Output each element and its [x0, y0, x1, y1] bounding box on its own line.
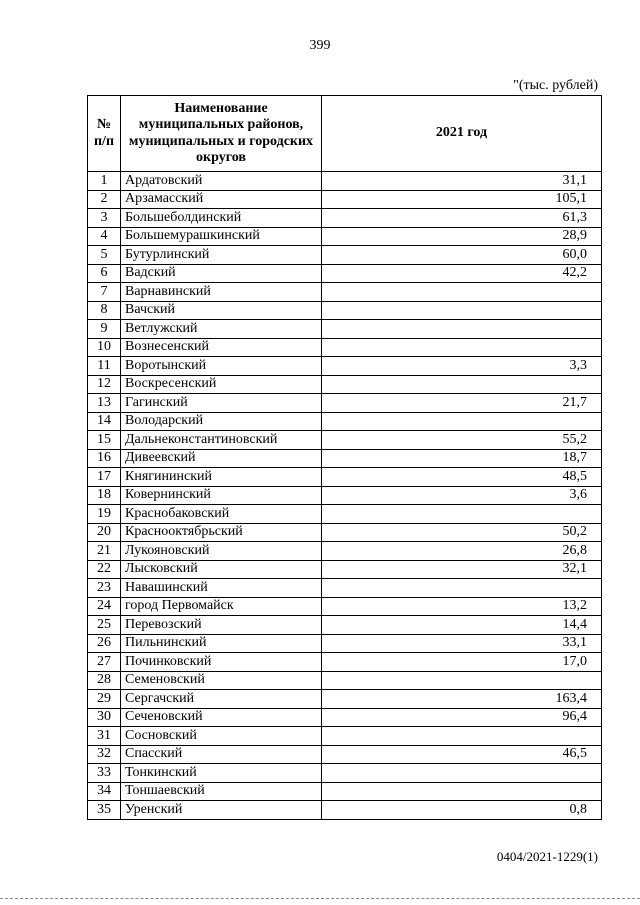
- row-value: 3,6: [322, 486, 602, 505]
- row-value: 50,2: [322, 523, 602, 542]
- units-label: "(тыс. рублей): [513, 78, 598, 93]
- table-row: [88, 653, 602, 672]
- row-name: Сергачский: [121, 690, 322, 709]
- table-row: [88, 468, 602, 487]
- row-value: 61,3: [322, 209, 602, 228]
- row-number: 3: [88, 209, 121, 228]
- table-row: [88, 745, 602, 764]
- table-row: [88, 320, 602, 339]
- table-header-row: [88, 96, 602, 172]
- row-number: 31: [88, 727, 121, 746]
- table-row: [88, 579, 602, 598]
- row-name: Навашинский: [121, 579, 322, 598]
- table-row: [88, 394, 602, 413]
- row-number: 19: [88, 505, 121, 524]
- row-number: 34: [88, 782, 121, 801]
- table-row: [88, 634, 602, 653]
- row-name: Вознесенский: [121, 338, 322, 357]
- row-name: Арзамасский: [121, 190, 322, 209]
- row-value: 163,4: [322, 690, 602, 709]
- row-name: город Первомайск: [121, 597, 322, 616]
- row-number: 25: [88, 616, 121, 635]
- table-row: [88, 301, 602, 320]
- table-row: [88, 264, 602, 283]
- row-number: 2: [88, 190, 121, 209]
- row-name: Тонкинский: [121, 764, 322, 783]
- row-value: [322, 301, 602, 320]
- page-number: 399: [309, 38, 331, 53]
- row-number: 35: [88, 801, 121, 820]
- row-value: [322, 782, 602, 801]
- row-number: 12: [88, 375, 121, 394]
- row-name: Варнавинский: [121, 283, 322, 302]
- row-number: 8: [88, 301, 121, 320]
- row-name: Вачский: [121, 301, 322, 320]
- row-value: 26,8: [322, 542, 602, 561]
- row-number: 11: [88, 357, 121, 376]
- row-value: [322, 579, 602, 598]
- row-number: 29: [88, 690, 121, 709]
- row-number: 17: [88, 468, 121, 487]
- data-table: [87, 95, 602, 820]
- table-row: [88, 449, 602, 468]
- row-value: [322, 375, 602, 394]
- row-name: Сеченовский: [121, 708, 322, 727]
- row-value: 13,2: [322, 597, 602, 616]
- row-number: 22: [88, 560, 121, 579]
- header-name: Наименование муниципальных районов, муниципальных и городских округов: [121, 96, 322, 172]
- row-name: Перевозский: [121, 616, 322, 635]
- row-value: 60,0: [322, 246, 602, 265]
- row-number: 18: [88, 486, 121, 505]
- table-row: [88, 560, 602, 579]
- row-name: Воскресенский: [121, 375, 322, 394]
- row-value: 46,5: [322, 745, 602, 764]
- row-value: 32,1: [322, 560, 602, 579]
- row-name: Дивеевский: [121, 449, 322, 468]
- row-number: 10: [88, 338, 121, 357]
- row-value: [322, 283, 602, 302]
- table-row: [88, 209, 602, 228]
- row-name: Ардатовский: [121, 172, 322, 191]
- table-row: [88, 431, 602, 450]
- document-code: 0404/2021-1229(1): [496, 849, 598, 864]
- row-value: 42,2: [322, 264, 602, 283]
- table-body: [88, 172, 602, 820]
- row-value: 14,4: [322, 616, 602, 635]
- row-name: Починковский: [121, 653, 322, 672]
- row-name: Ветлужский: [121, 320, 322, 339]
- row-value: [322, 671, 602, 690]
- table-row: [88, 523, 602, 542]
- row-value: [322, 764, 602, 783]
- row-number: 28: [88, 671, 121, 690]
- row-name: Ковернинский: [121, 486, 322, 505]
- row-value: 105,1: [322, 190, 602, 209]
- row-number: 20: [88, 523, 121, 542]
- row-number: 7: [88, 283, 121, 302]
- row-number: 14: [88, 412, 121, 431]
- table-row: [88, 227, 602, 246]
- row-number: 13: [88, 394, 121, 413]
- table-row: [88, 505, 602, 524]
- table-row: [88, 246, 602, 265]
- row-number: 6: [88, 264, 121, 283]
- row-name: Бутурлинский: [121, 246, 322, 265]
- row-name: Краснооктябрьский: [121, 523, 322, 542]
- table-row: [88, 375, 602, 394]
- table-row: [88, 671, 602, 690]
- row-value: 18,7: [322, 449, 602, 468]
- row-number: 24: [88, 597, 121, 616]
- row-value: 96,4: [322, 708, 602, 727]
- row-number: 32: [88, 745, 121, 764]
- row-number: 21: [88, 542, 121, 561]
- table-row: [88, 357, 602, 376]
- row-value: 0,8: [322, 801, 602, 820]
- row-name: Краснобаковский: [121, 505, 322, 524]
- row-name: Воротынский: [121, 357, 322, 376]
- header-num: № п/п: [88, 96, 121, 172]
- row-name: Лукояновский: [121, 542, 322, 561]
- row-value: 3,3: [322, 357, 602, 376]
- table-row: [88, 801, 602, 820]
- row-value: [322, 320, 602, 339]
- row-value: [322, 412, 602, 431]
- table-row: [88, 338, 602, 357]
- table-row: [88, 412, 602, 431]
- row-name: Спасский: [121, 745, 322, 764]
- row-name: Володарский: [121, 412, 322, 431]
- table-row: [88, 690, 602, 709]
- row-name: Гагинский: [121, 394, 322, 413]
- row-number: 9: [88, 320, 121, 339]
- row-name: Княгининский: [121, 468, 322, 487]
- row-number: 33: [88, 764, 121, 783]
- row-name: Дальнеконстантиновский: [121, 431, 322, 450]
- row-value: [322, 727, 602, 746]
- row-number: 23: [88, 579, 121, 598]
- row-name: Уренский: [121, 801, 322, 820]
- header-year: 2021 год: [322, 96, 602, 172]
- row-name: Сосновский: [121, 727, 322, 746]
- row-name: Тоншаевский: [121, 782, 322, 801]
- table-row: [88, 616, 602, 635]
- row-name: Вадский: [121, 264, 322, 283]
- scan-edge-line: [0, 898, 640, 899]
- table-row: [88, 190, 602, 209]
- table-row: [88, 764, 602, 783]
- row-number: 27: [88, 653, 121, 672]
- row-value: 55,2: [322, 431, 602, 450]
- row-number: 26: [88, 634, 121, 653]
- row-name: Большемурашкинский: [121, 227, 322, 246]
- table-row: [88, 708, 602, 727]
- row-value: 17,0: [322, 653, 602, 672]
- table-row: [88, 727, 602, 746]
- table-row: [88, 172, 602, 191]
- row-name: Пильнинский: [121, 634, 322, 653]
- row-value: 28,9: [322, 227, 602, 246]
- table-row: [88, 486, 602, 505]
- row-name: Лысковский: [121, 560, 322, 579]
- row-name: Большеболдинский: [121, 209, 322, 228]
- table-row: [88, 597, 602, 616]
- row-number: 4: [88, 227, 121, 246]
- row-value: 48,5: [322, 468, 602, 487]
- row-number: 16: [88, 449, 121, 468]
- row-value: [322, 338, 602, 357]
- row-number: 30: [88, 708, 121, 727]
- row-number: 5: [88, 246, 121, 265]
- row-value: 31,1: [322, 172, 602, 191]
- row-value: [322, 505, 602, 524]
- row-number: 1: [88, 172, 121, 191]
- table-row: [88, 542, 602, 561]
- row-number: 15: [88, 431, 121, 450]
- row-name: Семеновский: [121, 671, 322, 690]
- table-row: [88, 283, 602, 302]
- row-value: 33,1: [322, 634, 602, 653]
- row-value: 21,7: [322, 394, 602, 413]
- table-row: [88, 782, 602, 801]
